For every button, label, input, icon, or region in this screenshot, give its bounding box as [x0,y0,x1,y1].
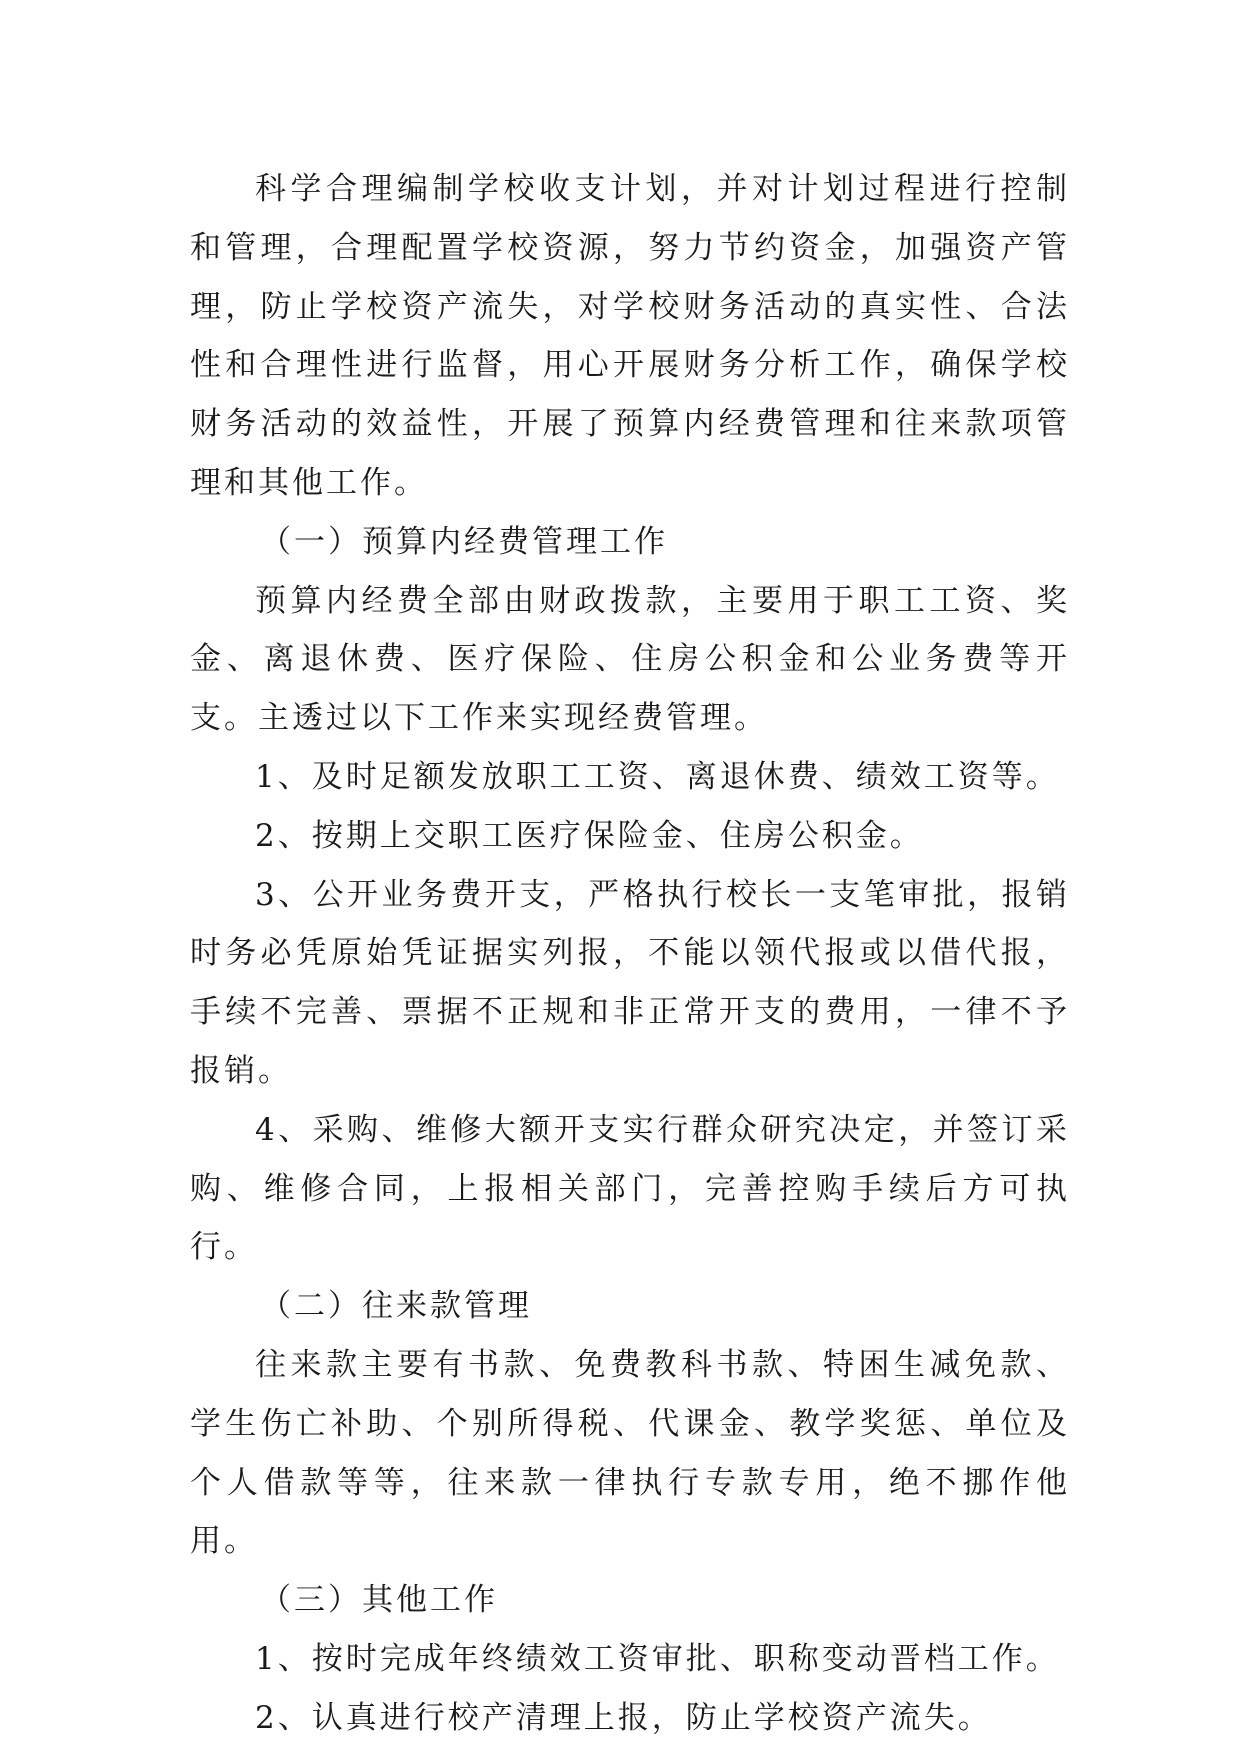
paragraph-financial-planning: 科学合理编制学校收支计划，并对计划过程进行控制和管理，合理配置学校资源，努力节约资金，加强资产管理，防止学校资产流失，对学校财务活动的真实性、合法性和合理性进行监督，用心开展财务分析工作，确保学校财务活动的效益性，开展了预算内经费管理和往来款项管理和其他工作。 [190,171,1070,501]
list-item-procurement: 4、采购、维修大额开支实行群众研究决定，并签订采购、维修合同，上报相关部门，完善控购手续后方可执行。 [190,1111,1070,1266]
list-item-insurance-submission: 2、按期上交职工医疗保险金、住房公积金。 [255,817,924,854]
document-body [190,160,1070,1748]
list-item-asset-inventory: 2、认真进行校产清理上报，防止学校资产流失。 [255,1699,992,1736]
paragraph-current-accounts: 往来款主要有书款、免费教科书款、特困生减免款、学生伤亡补助、个别所得税、代课金、教学奖惩、单位及个人借款等等，往来款一律执行专款专用，绝不挪作他用。 [190,1346,1070,1560]
list-item-performance-pay: 1、按时完成年终绩效工资审批、职称变动晋档工作。 [255,1640,1060,1677]
list-item-expense-approval: 3、公开业务费开支，严格执行校长一支笔审批，报销时务必凭原始凭证据实列报，不能以领代报或以借代报，手续不完善、票据不正规和非正常开支的费用，一律不予报销。 [190,876,1070,1089]
section-heading-other-work: （三）其他工作 [260,1582,498,1619]
paragraph-budget-funds: 预算内经费全部由财政拨款，主要用于职工工资、奖金、离退休费、医疗保险、住房公积金和公业务费等开支。主透过以下工作来实现经费管理。 [190,582,1070,737]
list-item-salary-payment: 1、及时足额发放职工工资、离退休费、绩效工资等。 [255,758,1060,795]
section-heading-budget-funds: （一）预算内经费管理工作 [260,523,668,560]
section-heading-current-accounts: （二）往来款管理 [260,1288,532,1325]
